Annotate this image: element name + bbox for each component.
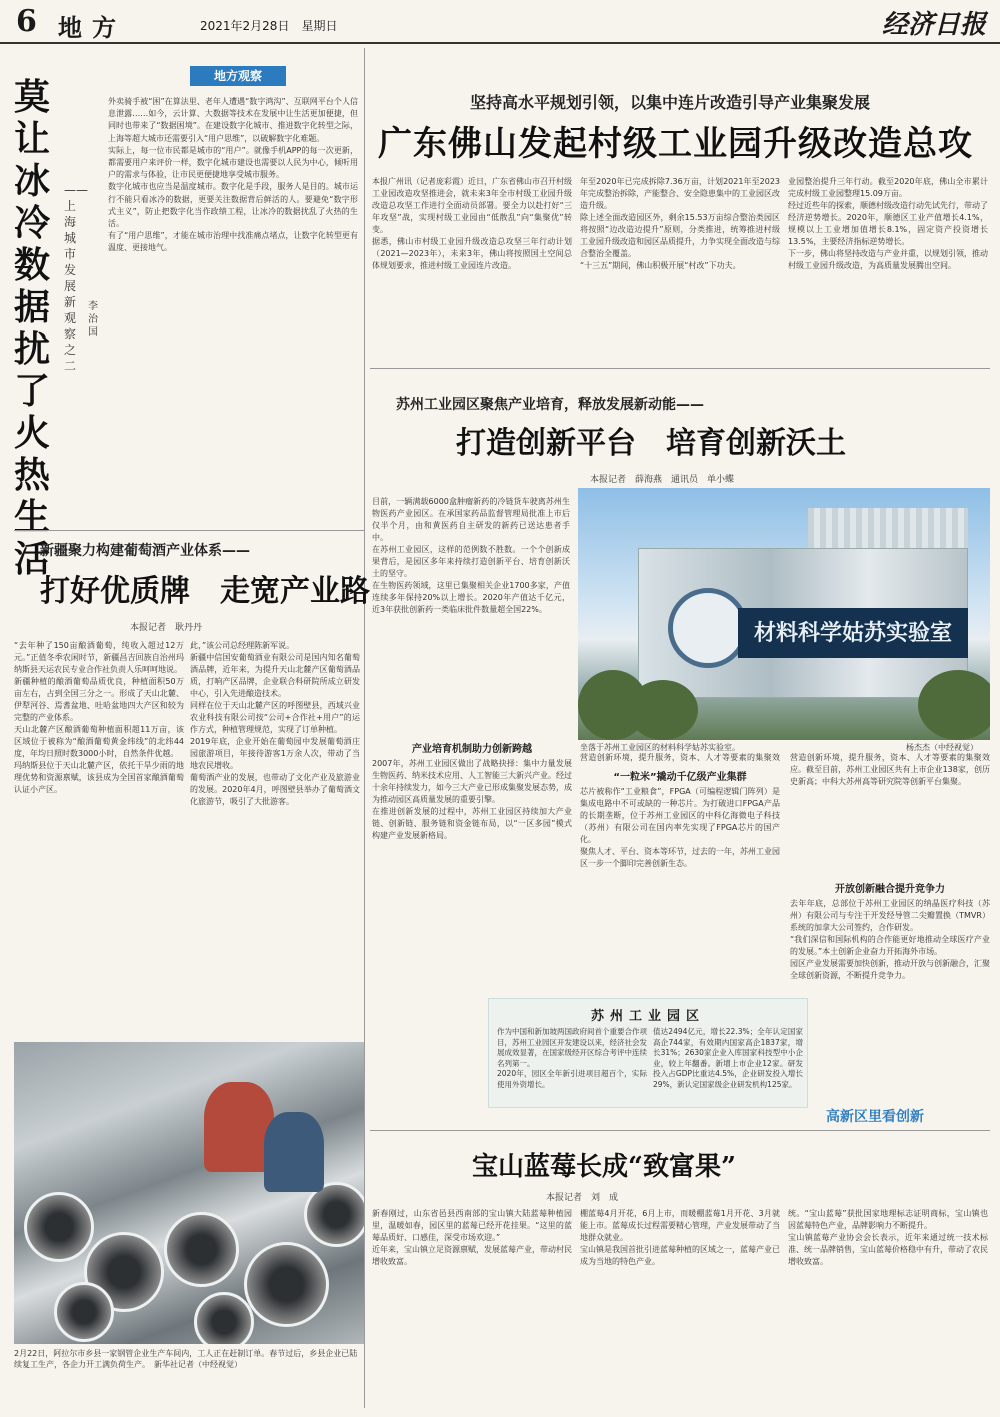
foshan-column-3: 业园整治提升三年行动。截至2020年底，佛山全市累计完成村级工业园整理15.09万亩。 经过近些年的探索，顺德村级改造行动先试先行，带动了经济逆势增长。2020年，顺德区工业产值增长4.1%，规模以上工业增加值增长8.1%，固定资产投资增长13.5%，主要经济指标逆势增长。 下一步，佛山将坚持改造与产业并重，以规划引领，推动村级工业园升级改造，为高质量发展腾出空间。: [788, 177, 988, 270]
foshan-kicker: 坚持高水平规划引领，以集中连片改造引导产业集聚发展: [470, 93, 871, 112]
paper-logo: 经济日报: [881, 10, 986, 40]
masthead: [0, 0, 1000, 44]
suzhou-section-3: 去年年底，总部位于苏州工业园区的纳晶医疗科技（苏州）有限公司与专注于开发经导管二尖瓣置换（TMVR）系统的加拿大公司签约，合作研发。 “我们深信和国际机构的合作能更好地推动全球医疗产业的发展。”本土创新企业奋力开拓海外市场。 园区产业发展需要加快创新，推动开放与创新融合，汇聚全球创新资源，不断提升竞争力。: [790, 899, 990, 980]
divider: [370, 1130, 990, 1131]
xinjiang-headline: 打好优质牌 走宽产业路: [40, 574, 370, 609]
commentary-author: 李治国: [88, 301, 98, 338]
suzhou-byline: 本报记者 薛海燕 通讯员 单小蝶: [590, 475, 735, 485]
baoshan-column-1: 新春刚过，山东省邑县西南部的宝山镇大陆蓝莓种植园里，温暖如春，园区里的蓝莓已经开花挂果。“这里的蓝莓品质好、口感佳，深受市场欢迎。” 近年来，宝山镇立足资源禀赋，发展蓝莓产业，带动村民增收致富。: [372, 1209, 572, 1266]
suzhou-section-2: 芯片被称作“工业粮食”，FPGA（可编程逻辑门阵列）是集成电路中不可或缺的一种芯片。为打破进口FPGA产品的长期垄断，位于苏州工业园区的中科亿海微电子科技（苏州）有限公司在国内率先实现了FPGA芯片的国产化。 聚焦人才、平台、资本等环节，过去的一年，苏州工业园区一步一个脚印完善创新生态。: [580, 787, 780, 868]
suzhou-kicker: 苏州工业园区聚焦产业培育，释放发展新动能——: [396, 397, 704, 413]
suzhou-subhead-2: “一粒米”撬动千亿级产业集群: [613, 772, 747, 783]
page-number: 6: [16, 4, 37, 39]
suzhou-box-title: 苏州工业园区: [590, 1009, 705, 1024]
suzhou-section-1: 2007年，苏州工业园区做出了战略抉择：集中力量发展生物医药、纳米技术应用、人工智能三大新兴产业。经过十余年持续发力，如今三大产业已形成集聚发展态势，成为推动园区高质量发展的重要引擎。 在推进创新发展的过程中，苏州工业园区持续加大产业链、创新链、服务链和资金链布局，以“一区多园”模式构建产业发展新格局。: [372, 759, 572, 840]
suzhou-info-box: [488, 998, 808, 1108]
commentary-body: 外卖骑手被“困”在算法里、老年人遭遇“数字鸿沟”、互联网平台个人信息泄露……如今，云计算、大数据等技术在发展中让生活更加便捷，但同时也带来了“数据困境”。在建设数字化城市、推进数字化转型之际，上海等超大城市还需要引入“用户思维”，以破解数字化难题。 实际上，每一位市民都是城市的“用户”。就像手机APP的每一次更新，都需要用户来评价一样，数字化城市建设也需要以人民为中心，倾听用户的需求与体验，让市民更便捷地享受城市服务。 数字化城市也应当是温度城市。数字化是手段，服务人是目的。城市运行不能只看冰冷的数据，更要关注数据背后鲜活的人。要避免“数字形式主义”，防止把数字化当作政绩工程，让冰冷的数据扰乱了火热的生活。 有了“用户思维”，才能在城市治理中找准痛点堵点，让数字化转型更有温度、更接地气。: [108, 97, 358, 253]
xinjiang-byline: 本报记者 耿丹丹: [130, 623, 203, 633]
baoshan-column-2: 棚蓝莓4月开花，6月上市，而暖棚蓝莓1月开花、3月就能上市。蓝莓成长过程需要精心管理，产业发展带动了当地群众就业。 宝山镇是我国首批引进蓝莓种植的区域之一，蓝莓产业已成为当地的特色产业。: [580, 1209, 780, 1266]
commentary-subtitle: ——上海城市发展新观察之二: [64, 183, 88, 373]
baoshan-column-3: 统。“宝山蓝莓”获批国家地理标志证明商标，宝山镇也因蓝莓特色产业，品牌影响力不断提升。 宝山镇蓝莓产业协会会长表示，近年来通过统一技术标准、统一品牌销售，宝山蓝莓价格稳中有升，带动了农民增收致富。: [788, 1209, 988, 1266]
xinjiang-kicker: 新疆聚力构建葡萄酒产业体系——: [40, 543, 250, 559]
suzhou-box-left: 作为中国和新加坡两国政府间首个重要合作项目，苏州工业园区开发建设以来，经济社会发展成效显著，在国家级经开区综合考评中连续名列第一。 2020年，园区全年新引进项目超百个，实际使用外资增长。: [497, 1027, 647, 1089]
foshan-headline: 广东佛山发起村级工业园升级改造总攻: [378, 124, 973, 164]
lab-photo-credit: 杨杰杰（中经视觉）: [906, 743, 978, 752]
steel-pipe-workers-photo: [14, 1042, 364, 1344]
foshan-column-2: 年至2020年已完成拆除7.36万亩，计划2021年至2023年完成整治拆除，产能整合、安全隐患集中的工业园区改造升级。 除上述全面改造园区外，剩余15.53万亩综合整治类园区将按照“边改造边提升”原则，分类推进，统筹推进村级工业园升级改造和园区品质提升，力争实现全面改造与综合整治全覆盖。 “十三五”期间，佛山积极开展“村改”下功夫。: [580, 177, 780, 270]
suzhou-subhead-1: 产业培育机制助力创新跨越: [412, 744, 532, 755]
suzhou-headline: 打造创新平台 培育创新沃土: [456, 426, 846, 461]
lab-building-photo: [578, 488, 990, 740]
suzhou-column-2-top: 营造创新环境，提升服务，资本、人才等要素的集聚效: [580, 753, 780, 762]
baoshan-headline: 宝山蓝莓长成“致富果”: [472, 1152, 736, 1182]
lab-photo-caption: 坐落于苏州工业园区的材料科学姑苏实验室。: [580, 743, 740, 752]
lab-sign: 材料科学姑苏实验室: [738, 608, 968, 658]
suzhou-subhead-3: 开放创新融合提升竞争力: [835, 884, 945, 895]
xinjiang-column-2: 此，”该公司总经理陈新军说。 新疆中信国安葡萄酒业有限公司是国内知名葡萄酒品牌，近年来，为提升天山北麓产区葡萄酒品质，打响产区品牌，企业联合科研院所成立研发中心，引入先进酿造技术。 同样在位于天山北麓产区的呼图壁县，西域兴业农业科技有限公司按“公司+合作社+用户”的运作方式，种植管理规范，实现了订单种植。 2019年底，企业开始在葡萄园中发展葡萄酒庄园旅游项目，年接待游客1万余人次，带动了当地农民增收。 葡萄酒产业的发展，也带动了文化产业及旅游业的发展。2020年4月，呼图壁县举办了葡萄酒文化旅游节，吸引了大批游客。: [190, 641, 360, 806]
divider: [370, 368, 990, 369]
foshan-column-1: 本报广州讯（记者庞彩霞）近日，广东省佛山市召开村级工业园改造攻坚推进会，就未来3年全市村级工业园升级改造总攻坚工作进行全面动员部署。要全力以赴打好“三年攻坚”战，实现村级工业园由“低散乱”向“集聚优”转变。 据悉，佛山市村级工业园升级改造总攻坚三年行动计划（2021—2023年），未来3年，佛山将按照国土空间总体规划要求，推进村级工业园连片改造。: [372, 177, 572, 270]
suzhou-column-3-top: 营造创新环境，提升服务，资本、人才等要素的集聚效应。截至目前，苏州工业园区共有上市企业138家，创历史新高；中科大苏州高等研究院等创新平台集聚。: [790, 753, 990, 786]
xinjiang-column-1: “去年种了150亩酿酒葡萄，纯收入超过12万元。”正值冬季农闲时节，新疆昌吉回族自治州玛纳斯县天运农民专业合作社负责人乐呵呵地说。 新疆种植的酿酒葡萄品质优良，种植面积50万亩左右，占到全国三分之一。形成了天山北麓、伊犁河谷、焉耆盆地、吐哈盆地四大产区和较为完整的产业体系。 天山北麓产区酿酒葡萄种植面积超11万亩，该区域位于被称为“酿酒葡萄黄金纬线”的北纬44度，年均日照时数3000小时，自然条件优越。 玛纳斯县位于天山北麓产区，依托干旱少雨的地理优势和资源禀赋，该县成为全国首家酿酒葡萄认证小产区。: [14, 641, 184, 794]
baoshan-byline: 本报记者 刘 成: [546, 1193, 619, 1203]
column-tag: 地方观察: [190, 66, 286, 86]
section-label: 高新区里看创新: [826, 1109, 924, 1125]
divider: [14, 530, 364, 531]
xinjiang-photo-caption: 2月22日，阿拉尔市乡县一家钢管企业生产车间内，工人正在赶制订单。春节过后，乡县企业已陆续复工生产，各企力开工满负荷生产。 新华社记者（中经视觉）: [14, 1349, 358, 1369]
suzhou-lead: 目前，一辆满载6000盒肿瘤新药的冷链货车驶离苏州生物医药产业园区。在承国家药品监督管理局批准上市后仅半个月，由和黄医药自主研发的新药已送达患者手中。 在苏州工业园区，这样的范例数不胜数。一个个创新成果背后，是园区多年来持续打造创新平台、培育创新沃土的坚守。 在生物医药领域，这里已集聚相关企业1700多家，产值连续多年保持20%以上增长。2020年产值达千亿元，近3年获批创新药一类临床批件数量超全国22%。: [372, 497, 570, 614]
section-name: 地方: [58, 13, 126, 42]
commentary-title: 莫让冰冷数据扰了火热生活: [14, 76, 51, 580]
divider: [364, 48, 365, 1408]
suzhou-box-right: 值达2494亿元，增长22.3%；全年认定国家高企744家，有效期内国家高企1837家，增长31%；2630家企业入库国家科技型中小企业，较上年翻番。新增上市企业12家。研发投入占GDP比重达4.5%，企业研发投入增长29%，新认定国家级企业研发机构125家。: [653, 1027, 803, 1089]
issue-date: 2021年2月28日 星期日: [200, 19, 338, 33]
